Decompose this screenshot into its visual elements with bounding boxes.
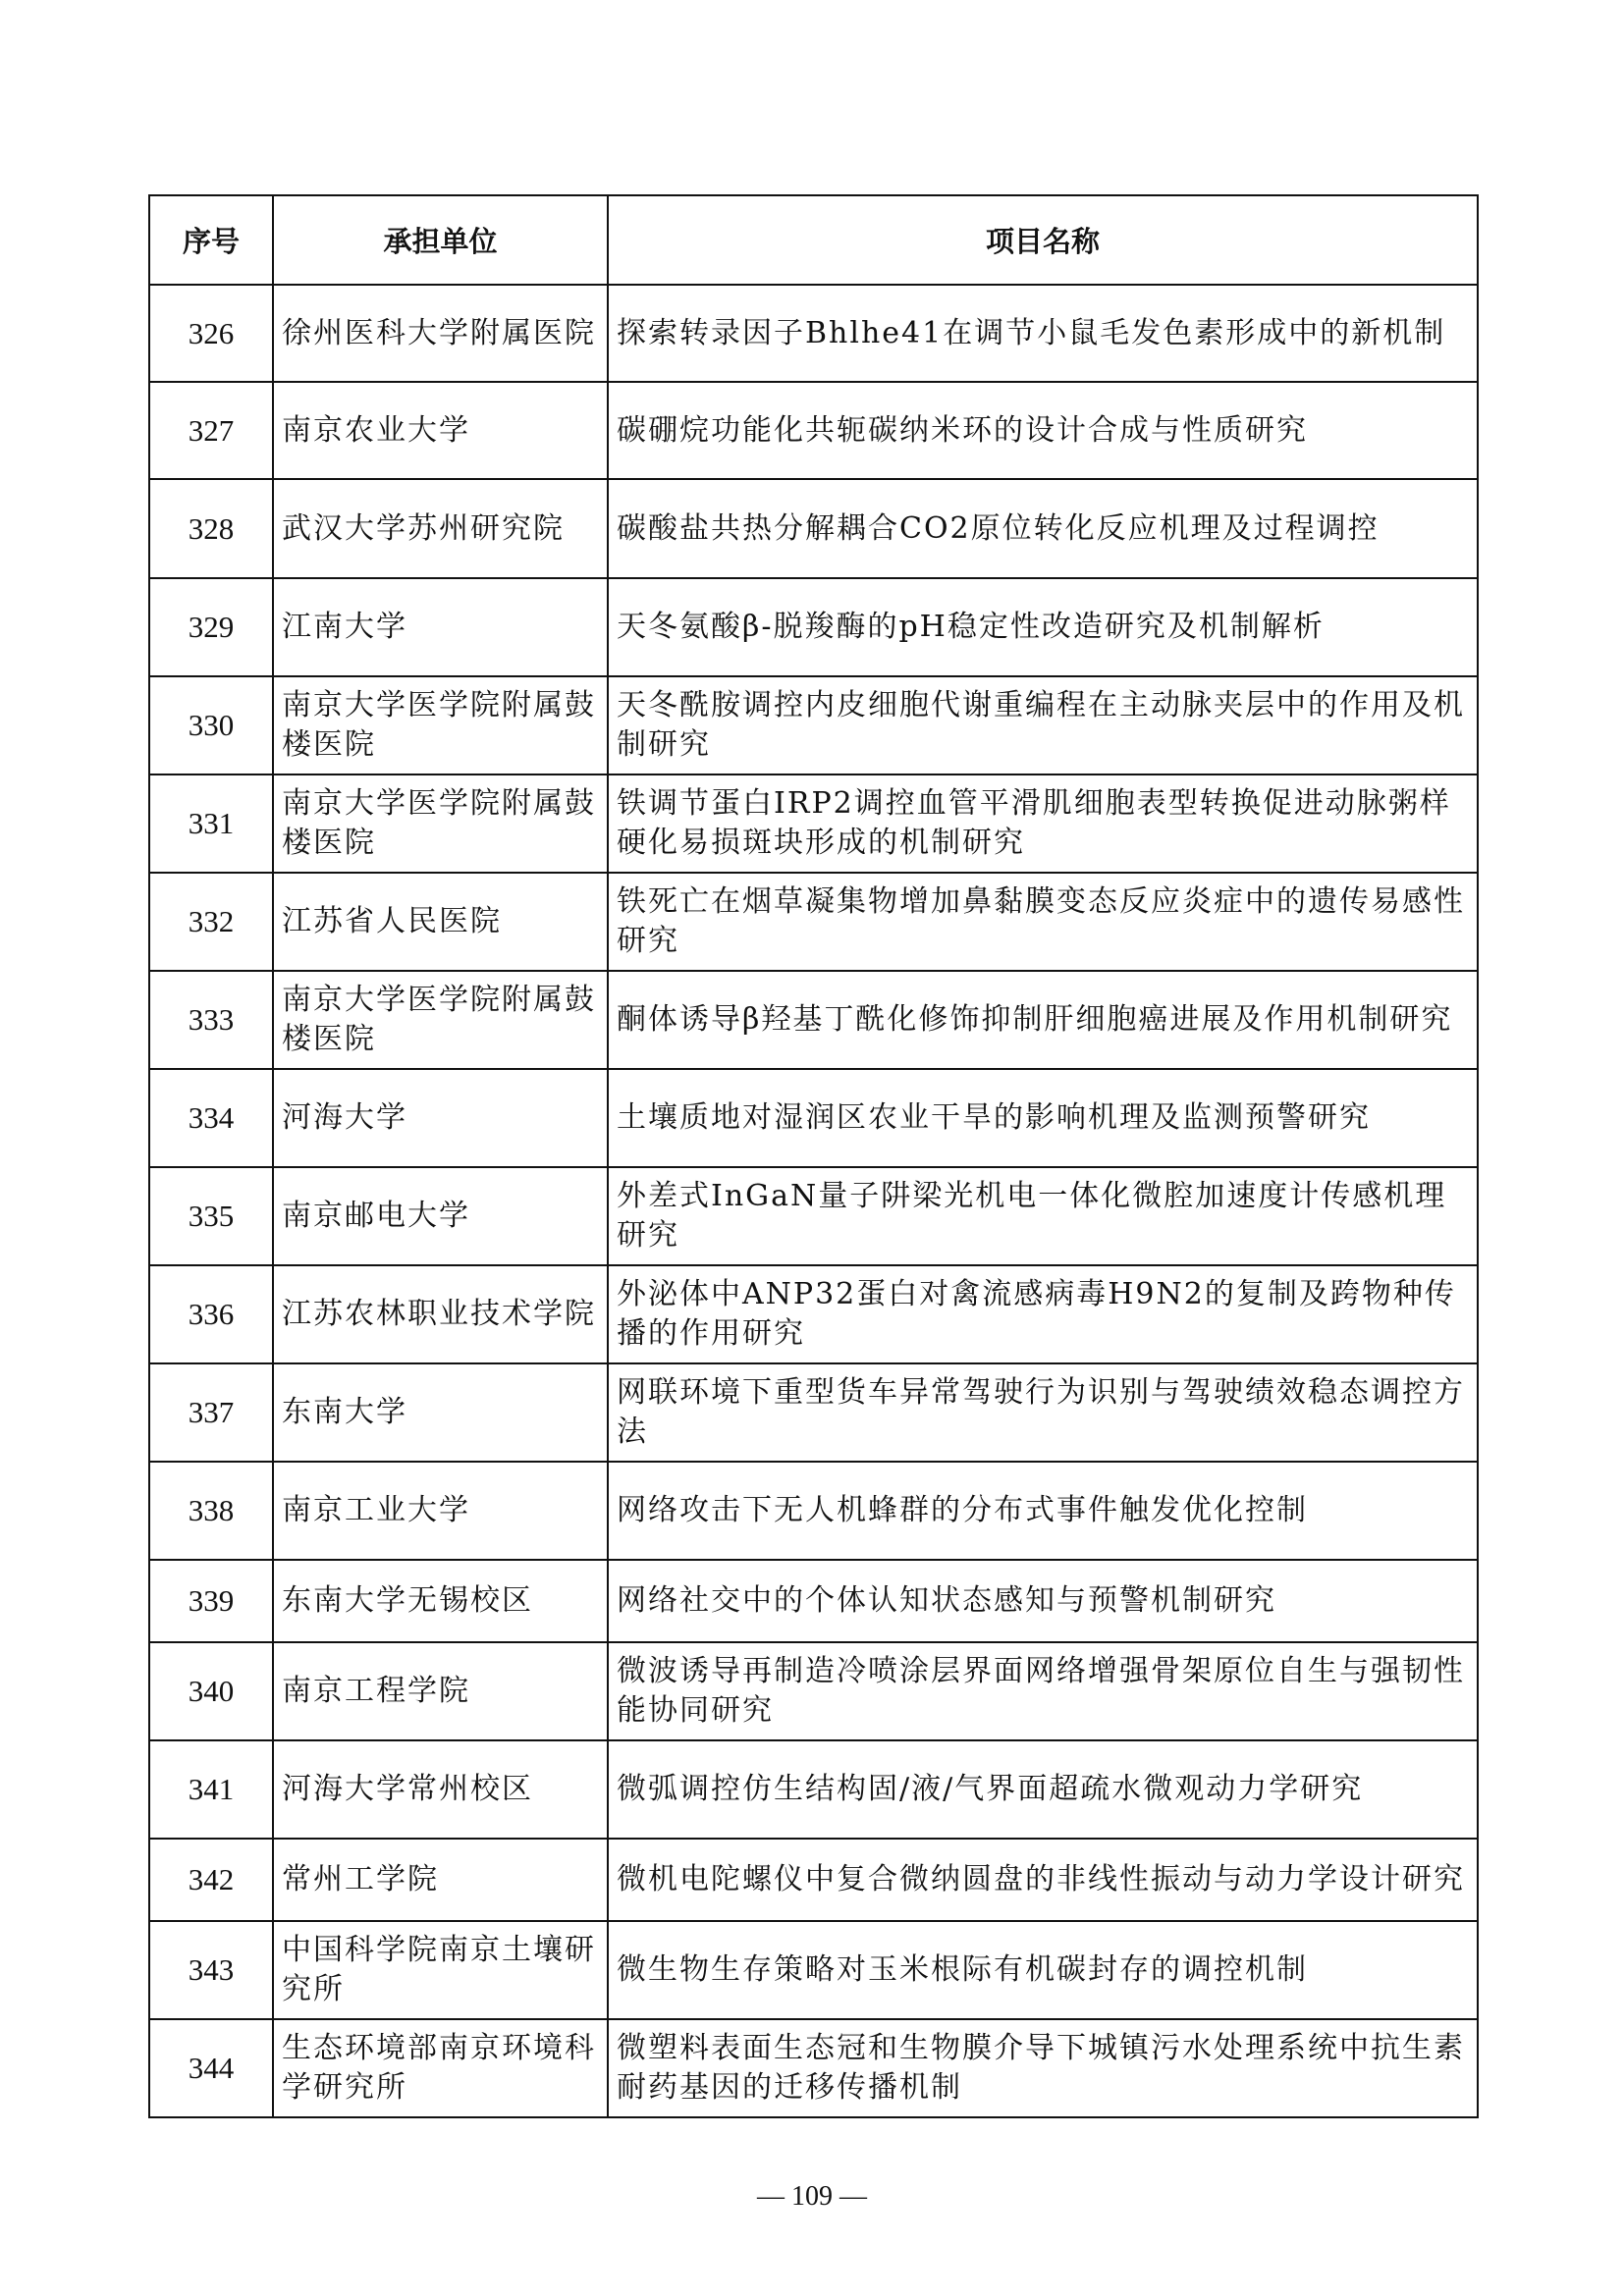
row-seq: 341	[149, 1740, 273, 1839]
row-seq: 333	[149, 971, 273, 1069]
row-seq: 337	[149, 1363, 273, 1462]
table-row	[149, 1921, 1478, 2019]
row-unit: 河海大学	[273, 1069, 608, 1167]
row-project: 网络社交中的个体认知状态感知与预警机制研究	[608, 1560, 1478, 1642]
row-seq: 336	[149, 1265, 273, 1363]
table-row	[149, 774, 1478, 873]
row-project: 网络攻击下无人机蜂群的分布式事件触发优化控制	[608, 1462, 1478, 1560]
row-project: 微波诱导再制造冷喷涂层界面网络增强骨架原位自生与强韧性能协同研究	[608, 1642, 1478, 1740]
row-unit: 江苏省人民医院	[273, 873, 608, 971]
row-project: 土壤质地对湿润区农业干旱的影响机理及监测预警研究	[608, 1069, 1478, 1167]
table-row	[149, 873, 1478, 971]
row-unit: 南京邮电大学	[273, 1167, 608, 1265]
row-project: 天冬氨酸β-脱羧酶的pH稳定性改造研究及机制解析	[608, 578, 1478, 676]
table-row	[149, 2019, 1478, 2117]
table-row	[149, 1839, 1478, 1921]
row-seq: 339	[149, 1560, 273, 1642]
row-unit: 江南大学	[273, 578, 608, 676]
table-row	[149, 285, 1478, 382]
row-project: 微塑料表面生态冠和生物膜介导下城镇污水处理系统中抗生素耐药基因的迁移传播机制	[608, 2019, 1478, 2117]
header-project: 项目名称	[608, 195, 1478, 285]
table-row	[149, 1560, 1478, 1642]
row-seq: 332	[149, 873, 273, 971]
table-row	[149, 1642, 1478, 1740]
row-unit: 南京大学医学院附属鼓楼医院	[273, 676, 608, 774]
row-seq: 340	[149, 1642, 273, 1740]
row-seq: 338	[149, 1462, 273, 1560]
row-seq: 329	[149, 578, 273, 676]
row-unit: 南京农业大学	[273, 382, 608, 479]
table-row	[149, 1265, 1478, 1363]
row-project: 探索转录因子Bhlhe41在调节小鼠毛发色素形成中的新机制	[608, 285, 1478, 382]
row-project: 网联环境下重型货车异常驾驶行为识别与驾驶绩效稳态调控方法	[608, 1363, 1478, 1462]
row-seq: 326	[149, 285, 273, 382]
project-table	[148, 194, 1479, 2118]
row-seq: 331	[149, 774, 273, 873]
row-unit: 东南大学无锡校区	[273, 1560, 608, 1642]
row-project: 微弧调控仿生结构固/液/气界面超疏水微观动力学研究	[608, 1740, 1478, 1839]
row-seq: 342	[149, 1839, 273, 1921]
row-project: 微生物生存策略对玉米根际有机碳封存的调控机制	[608, 1921, 1478, 2019]
row-seq: 327	[149, 382, 273, 479]
table-row	[149, 1462, 1478, 1560]
row-seq: 335	[149, 1167, 273, 1265]
table-row	[149, 382, 1478, 479]
row-unit: 生态环境部南京环境科学研究所	[273, 2019, 608, 2117]
table-row	[149, 1167, 1478, 1265]
row-project: 铁死亡在烟草凝集物增加鼻黏膜变态反应炎症中的遗传易感性研究	[608, 873, 1478, 971]
row-unit: 中国科学院南京土壤研究所	[273, 1921, 608, 2019]
row-project: 铁调节蛋白IRP2调控血管平滑肌细胞表型转换促进动脉粥样硬化易损斑块形成的机制研究	[608, 774, 1478, 873]
table-row	[149, 479, 1478, 578]
table-row	[149, 578, 1478, 676]
row-seq: 334	[149, 1069, 273, 1167]
row-unit: 南京大学医学院附属鼓楼医院	[273, 971, 608, 1069]
row-unit: 武汉大学苏州研究院	[273, 479, 608, 578]
row-unit: 南京工程学院	[273, 1642, 608, 1740]
table-body	[149, 285, 1478, 2117]
page-number: — 109 —	[757, 2181, 867, 2212]
row-seq: 328	[149, 479, 273, 578]
row-unit: 南京大学医学院附属鼓楼医院	[273, 774, 608, 873]
row-project: 碳硼烷功能化共轭碳纳米环的设计合成与性质研究	[608, 382, 1478, 479]
row-project: 微机电陀螺仪中复合微纳圆盘的非线性振动与动力学设计研究	[608, 1839, 1478, 1921]
row-seq: 343	[149, 1921, 273, 2019]
row-project: 天冬酰胺调控内皮细胞代谢重编程在主动脉夹层中的作用及机制研究	[608, 676, 1478, 774]
table-row	[149, 1363, 1478, 1462]
row-unit: 南京工业大学	[273, 1462, 608, 1560]
row-unit: 河海大学常州校区	[273, 1740, 608, 1839]
row-unit: 江苏农林职业技术学院	[273, 1265, 608, 1363]
row-seq: 330	[149, 676, 273, 774]
row-unit: 徐州医科大学附属医院	[273, 285, 608, 382]
header-unit: 承担单位	[273, 195, 608, 285]
table-header-row	[149, 195, 1478, 285]
row-project: 外泌体中ANP32蛋白对禽流感病毒H9N2的复制及跨物种传播的作用研究	[608, 1265, 1478, 1363]
header-seq: 序号	[149, 195, 273, 285]
table-row	[149, 971, 1478, 1069]
row-project: 外差式InGaN量子阱梁光机电一体化微腔加速度计传感机理研究	[608, 1167, 1478, 1265]
row-seq: 344	[149, 2019, 273, 2117]
row-unit: 东南大学	[273, 1363, 608, 1462]
row-project: 酮体诱导β羟基丁酰化修饰抑制肝细胞癌进展及作用机制研究	[608, 971, 1478, 1069]
row-project: 碳酸盐共热分解耦合CO2原位转化反应机理及过程调控	[608, 479, 1478, 578]
table-row	[149, 676, 1478, 774]
table-row	[149, 1740, 1478, 1839]
table-row	[149, 1069, 1478, 1167]
row-unit: 常州工学院	[273, 1839, 608, 1921]
